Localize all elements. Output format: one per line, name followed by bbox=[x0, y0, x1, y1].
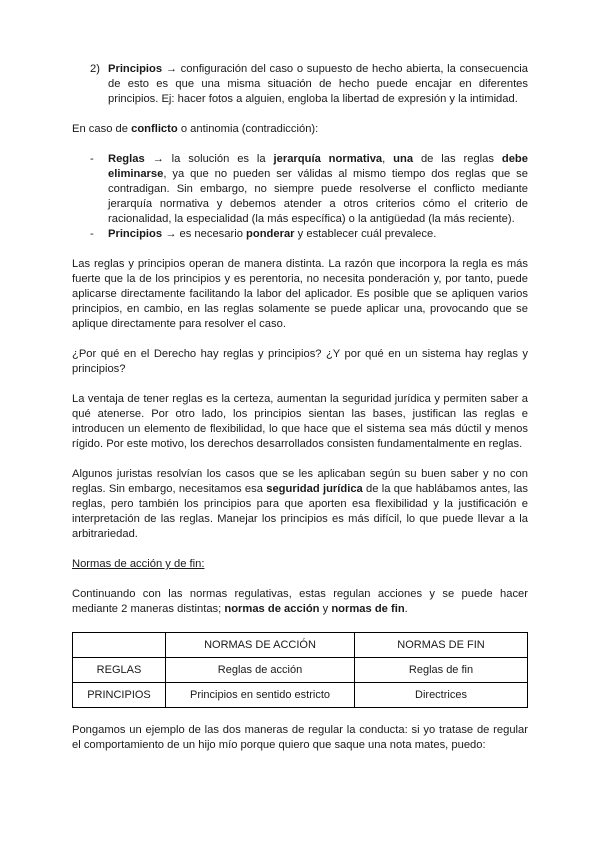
text: y bbox=[319, 603, 332, 615]
bold-text: debe eliminarse bbox=[108, 153, 528, 180]
paragraph-ejemplo: Pongamos un ejemplo de las dos maneras de regular la conducta: si yo tratase de regular el comportamiento de un hijo mío porque quiero que saque una nota mates, puedo: bbox=[72, 724, 528, 751]
table-cell: Reglas de fin bbox=[355, 658, 528, 683]
conflict-intro bbox=[72, 122, 528, 137]
text: . bbox=[404, 603, 408, 615]
bold-text: ponderar bbox=[246, 228, 295, 240]
text: → es necesario bbox=[162, 228, 247, 240]
bullet-reglas bbox=[72, 152, 528, 227]
conflict-list bbox=[72, 152, 528, 242]
table-header-row bbox=[73, 633, 528, 658]
bold-text: normas de acción bbox=[224, 603, 320, 615]
text: de las reglas bbox=[413, 153, 502, 165]
bold-text: normas de fin bbox=[331, 603, 405, 615]
bullet-principios bbox=[72, 227, 528, 242]
text: , ya que no pueden ser válidas al mismo tiempo dos reglas que se contradigan. Sin embargo, no siempre puede resolverse el conflicto mediante jerarquía normativa y debemos atender a otros criterios cómo el criterio de racionalidad, la especialidad (la más específica) o la antigüedad (la más reciente). bbox=[108, 168, 528, 225]
table-cell: Reglas de acción bbox=[166, 658, 355, 683]
text: → la solución es la bbox=[144, 153, 274, 165]
document-body bbox=[72, 62, 528, 753]
table-cell: REGLAS bbox=[73, 658, 166, 683]
text: , bbox=[382, 153, 394, 165]
table-header-cell: NORMAS DE ACCIÓN bbox=[166, 633, 355, 658]
section-heading bbox=[72, 557, 528, 572]
text: o antinomia (contradicción): bbox=[177, 123, 319, 135]
item-text: → configuración del caso o supuesto de hecho abierta, la consecuencia de esto es que una misma situación de hecho puede encajar en diferentes principios. Ej: hacer fotos a alguien, engloba la libertad de expresión y la intimidad. bbox=[108, 63, 528, 105]
term-principios: Principios bbox=[108, 228, 163, 240]
table-header-cell: NORMAS DE FIN bbox=[355, 633, 528, 658]
table-cell: Principios en sentido estricto bbox=[166, 683, 355, 708]
text: y establecer cuál prevalece. bbox=[294, 228, 437, 240]
bold-text: conflicto bbox=[131, 123, 178, 135]
paragraph-intro-normas bbox=[72, 587, 528, 617]
term-principios: Principios bbox=[108, 63, 163, 75]
table-cell: Directrices bbox=[355, 683, 528, 708]
bullet-dash: - bbox=[90, 153, 94, 165]
bullet-dash: - bbox=[90, 228, 94, 240]
paragraph-reglas-principios: Las reglas y principios operan de manera distinta. La razón que incorpora la regla es más fuerte que la de los principios y es perentoria, no necesita ponderación y, por tanto, puede aplicarse directamente facilitando la labor del aplicador. Es posible que se apliquen varios principios, en cambio, en las reglas solamente se puede aplicar una, provocando que se aplique directamente para resolver el caso. bbox=[72, 258, 528, 330]
term-reglas: Reglas bbox=[108, 153, 145, 165]
table-row bbox=[73, 658, 528, 683]
bold-text: una bbox=[393, 153, 414, 165]
paragraph-juristas bbox=[72, 467, 528, 542]
text: de la que hablábamos antes, las reglas, pero también los principios para que aporten esa flexibilidad y la justificación e interpretación de las reglas. Manejar los principios es más difícil, lo que puede llevar a la arbitrariedad. bbox=[72, 483, 528, 540]
heading-text: Normas de acción y de fin: bbox=[72, 558, 205, 570]
text: Algunos juristas resolvían los casos que se les aplicaban según su buen saber y no con reglas. Sin embargo, necesitamos esa bbox=[72, 468, 528, 495]
text: En caso de bbox=[72, 123, 132, 135]
paragraph-question: ¿Por qué en el Derecho hay reglas y principios? ¿Y por qué en un sistema hay reglas y principios? bbox=[72, 348, 528, 375]
bold-text: seguridad jurídica bbox=[266, 483, 363, 495]
table-cell bbox=[73, 633, 166, 658]
list-item-principios bbox=[72, 62, 528, 107]
bold-text: jerarquía normativa bbox=[273, 153, 383, 165]
table-cell: PRINCIPIOS bbox=[73, 683, 166, 708]
paragraph-ventaja: La ventaja de tener reglas es la certeza, aumentan la seguridad jurídica y permiten saber a qué atenerse. Por otro lado, los principios sientan las bases, justifican las reglas e introducen un elemento de flexibilidad, lo que hace que el sistema sea más dúctil y menos rígido. Por este motivo, los derechos desarrollados consisten fundamentalmente en reglas. bbox=[72, 393, 528, 450]
table-row bbox=[73, 683, 528, 708]
norms-table bbox=[72, 632, 528, 708]
list-number: 2) bbox=[90, 63, 100, 75]
text: Continuando con las normas regulativas, estas regulan acciones y se puede hacer mediante 2 maneras distintas; bbox=[72, 588, 528, 615]
